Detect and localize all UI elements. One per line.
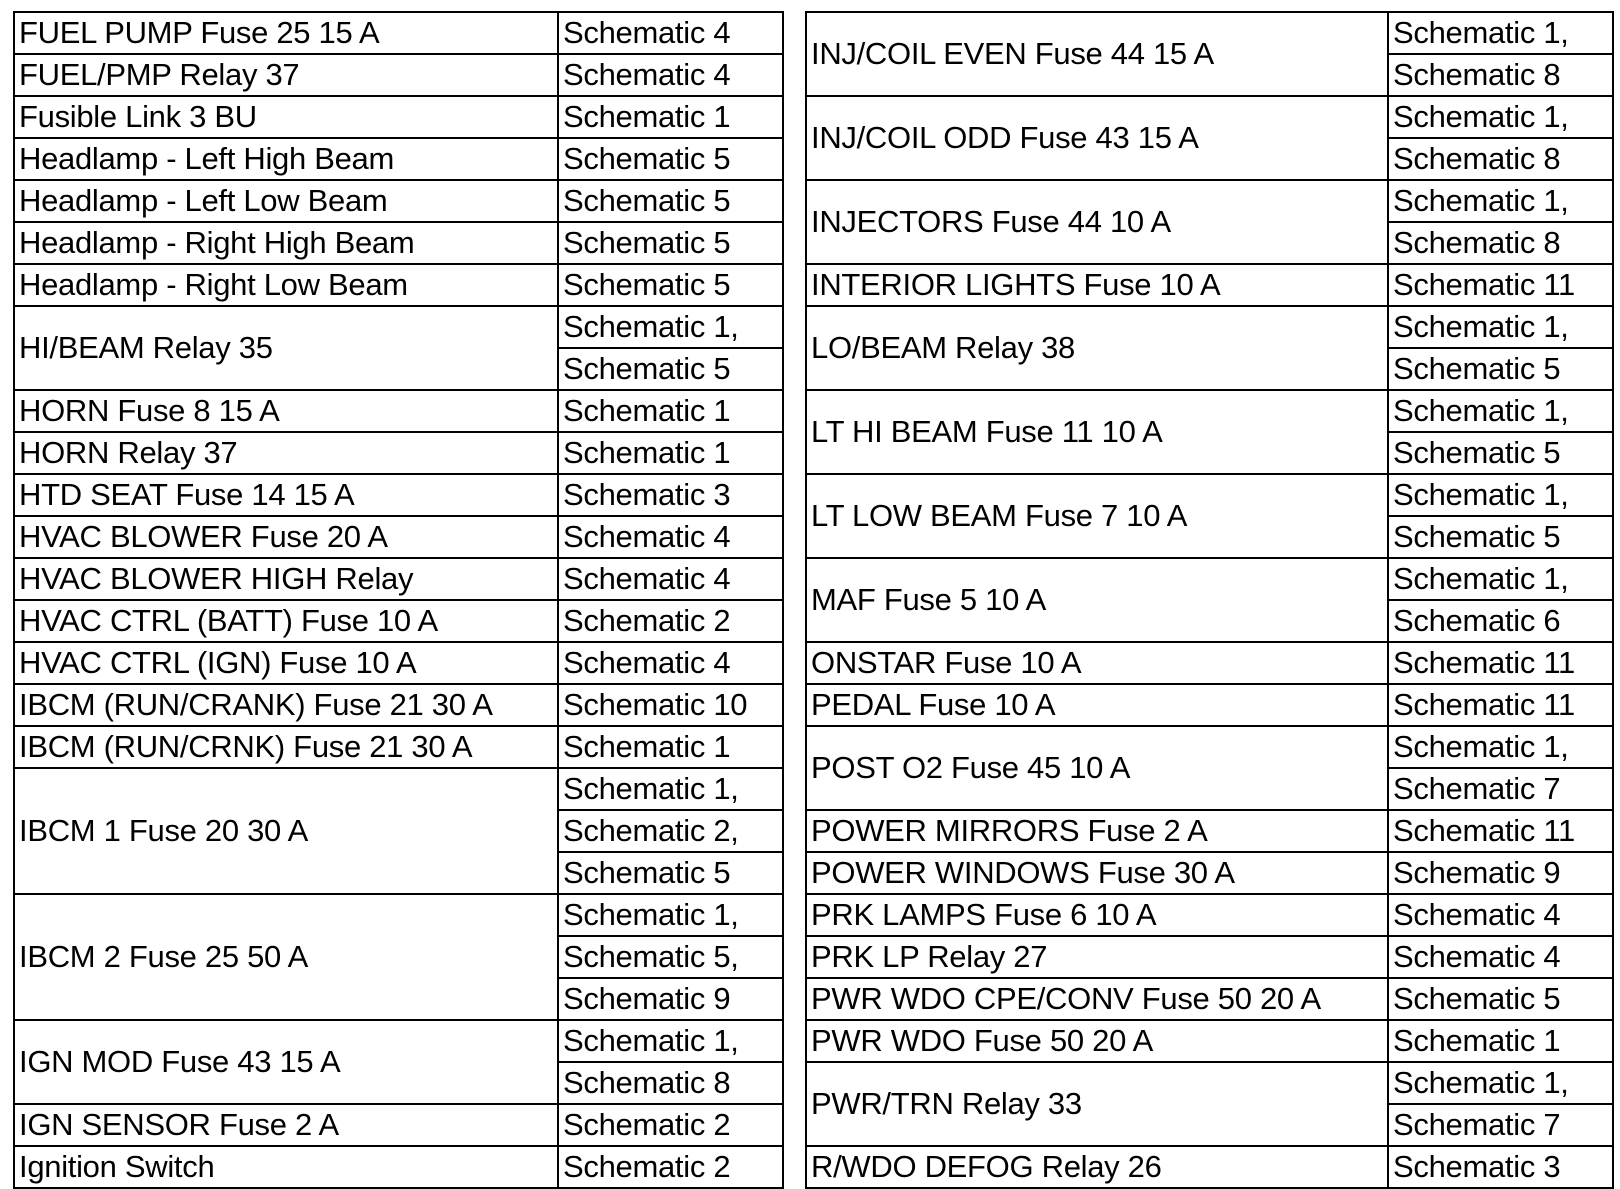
component-name: IBCM (RUN/CRANK) Fuse 21 30 A bbox=[14, 684, 558, 726]
component-name: POWER MIRRORS Fuse 2 A bbox=[806, 810, 1388, 852]
table-row bbox=[14, 432, 783, 474]
schematic-ref[interactable]: Schematic 5 bbox=[1388, 348, 1613, 390]
schematic-ref[interactable]: Schematic 4 bbox=[558, 642, 783, 684]
component-name: FUEL PUMP Fuse 25 15 A bbox=[14, 12, 558, 54]
table-row bbox=[806, 390, 1613, 432]
schematic-ref[interactable]: Schematic 5 bbox=[558, 852, 783, 894]
schematic-ref[interactable]: Schematic 1, bbox=[1388, 96, 1613, 138]
component-name: Fusible Link 3 BU bbox=[14, 96, 558, 138]
table-row bbox=[14, 264, 783, 306]
component-name: Headlamp - Right Low Beam bbox=[14, 264, 558, 306]
component-name: HORN Fuse 8 15 A bbox=[14, 390, 558, 432]
table-row bbox=[14, 894, 783, 936]
table-row bbox=[14, 54, 783, 96]
component-name: Headlamp - Left Low Beam bbox=[14, 180, 558, 222]
table-row bbox=[14, 138, 783, 180]
schematic-index-table-left bbox=[13, 11, 784, 1189]
table-row bbox=[806, 96, 1613, 138]
component-name: LO/BEAM Relay 38 bbox=[806, 306, 1388, 390]
table-row bbox=[14, 96, 783, 138]
schematic-ref[interactable]: Schematic 4 bbox=[558, 12, 783, 54]
schematic-ref[interactable]: Schematic 1, bbox=[558, 894, 783, 936]
schematic-ref[interactable]: Schematic 1 bbox=[558, 432, 783, 474]
component-name: IBCM 1 Fuse 20 30 A bbox=[14, 768, 558, 894]
table-row bbox=[14, 642, 783, 684]
component-name: IBCM 2 Fuse 25 50 A bbox=[14, 894, 558, 1020]
schematic-ref[interactable]: Schematic 4 bbox=[558, 516, 783, 558]
schematic-ref[interactable]: Schematic 3 bbox=[558, 474, 783, 516]
component-name: IGN MOD Fuse 43 15 A bbox=[14, 1020, 558, 1104]
schematic-ref[interactable]: Schematic 1, bbox=[1388, 726, 1613, 768]
schematic-ref[interactable]: Schematic 8 bbox=[1388, 222, 1613, 264]
schematic-ref[interactable]: Schematic 8 bbox=[1388, 54, 1613, 96]
schematic-ref[interactable]: Schematic 2 bbox=[558, 1146, 783, 1188]
table-row bbox=[806, 726, 1613, 768]
component-name: PWR WDO CPE/CONV Fuse 50 20 A bbox=[806, 978, 1388, 1020]
table-row bbox=[806, 12, 1613, 54]
schematic-ref[interactable]: Schematic 11 bbox=[1388, 264, 1613, 306]
schematic-ref[interactable]: Schematic 5 bbox=[558, 180, 783, 222]
table-row bbox=[14, 600, 783, 642]
component-name: INTERIOR LIGHTS Fuse 10 A bbox=[806, 264, 1388, 306]
table-row bbox=[14, 390, 783, 432]
table-row bbox=[806, 306, 1613, 348]
schematic-ref[interactable]: Schematic 5 bbox=[558, 264, 783, 306]
component-name: LT LOW BEAM Fuse 7 10 A bbox=[806, 474, 1388, 558]
schematic-ref[interactable]: Schematic 8 bbox=[1388, 138, 1613, 180]
component-name: INJ/COIL ODD Fuse 43 15 A bbox=[806, 96, 1388, 180]
schematic-ref[interactable]: Schematic 1, bbox=[1388, 474, 1613, 516]
table-row bbox=[14, 1104, 783, 1146]
schematic-ref[interactable]: Schematic 1, bbox=[1388, 180, 1613, 222]
table-row bbox=[14, 306, 783, 348]
schematic-ref[interactable]: Schematic 9 bbox=[1388, 852, 1613, 894]
table-row bbox=[806, 894, 1613, 936]
schematic-ref[interactable]: Schematic 5 bbox=[1388, 432, 1613, 474]
component-name: ONSTAR Fuse 10 A bbox=[806, 642, 1388, 684]
table-row bbox=[806, 978, 1613, 1020]
schematic-ref[interactable]: Schematic 1, bbox=[558, 768, 783, 810]
component-name: Headlamp - Right High Beam bbox=[14, 222, 558, 264]
table-row bbox=[14, 516, 783, 558]
schematic-ref[interactable]: Schematic 7 bbox=[1388, 1104, 1613, 1146]
component-name: Ignition Switch bbox=[14, 1146, 558, 1188]
component-name: LT HI BEAM Fuse 11 10 A bbox=[806, 390, 1388, 474]
table-row bbox=[806, 474, 1613, 516]
component-name: PEDAL Fuse 10 A bbox=[806, 684, 1388, 726]
component-name: R/WDO DEFOG Relay 26 bbox=[806, 1146, 1388, 1188]
component-name: PRK LP Relay 27 bbox=[806, 936, 1388, 978]
component-name: FUEL/PMP Relay 37 bbox=[14, 54, 558, 96]
table-row bbox=[806, 264, 1613, 306]
table-row bbox=[14, 684, 783, 726]
component-name: MAF Fuse 5 10 A bbox=[806, 558, 1388, 642]
schematic-ref[interactable]: Schematic 1 bbox=[558, 726, 783, 768]
schematic-ref[interactable]: Schematic 5 bbox=[558, 348, 783, 390]
schematic-ref[interactable]: Schematic 5 bbox=[1388, 978, 1613, 1020]
component-name: INJECTORS Fuse 44 10 A bbox=[806, 180, 1388, 264]
table-row bbox=[806, 558, 1613, 600]
table-row bbox=[14, 558, 783, 600]
component-name: PRK LAMPS Fuse 6 10 A bbox=[806, 894, 1388, 936]
schematic-ref[interactable]: Schematic 5 bbox=[558, 222, 783, 264]
component-name: HORN Relay 37 bbox=[14, 432, 558, 474]
schematic-ref[interactable]: Schematic 1, bbox=[558, 306, 783, 348]
table-row bbox=[14, 474, 783, 516]
table-row bbox=[14, 1146, 783, 1188]
schematic-ref[interactable]: Schematic 11 bbox=[1388, 810, 1613, 852]
schematic-ref[interactable]: Schematic 2, bbox=[558, 810, 783, 852]
schematic-ref[interactable]: Schematic 1 bbox=[558, 96, 783, 138]
table-row bbox=[806, 1062, 1613, 1104]
schematic-ref[interactable]: Schematic 2 bbox=[558, 1104, 783, 1146]
schematic-ref[interactable]: Schematic 7 bbox=[1388, 768, 1613, 810]
schematic-ref[interactable]: Schematic 4 bbox=[558, 54, 783, 96]
schematic-ref[interactable]: Schematic 1, bbox=[1388, 12, 1613, 54]
component-name: INJ/COIL EVEN Fuse 44 15 A bbox=[806, 12, 1388, 96]
component-name: POST O2 Fuse 45 10 A bbox=[806, 726, 1388, 810]
table-row bbox=[14, 12, 783, 54]
table-row bbox=[14, 768, 783, 810]
schematic-ref[interactable]: Schematic 5 bbox=[558, 138, 783, 180]
schematic-ref[interactable]: Schematic 5, bbox=[558, 936, 783, 978]
schematic-ref[interactable]: Schematic 1, bbox=[1388, 558, 1613, 600]
schematic-ref[interactable]: Schematic 1, bbox=[1388, 1062, 1613, 1104]
component-name: HVAC BLOWER Fuse 20 A bbox=[14, 516, 558, 558]
table-row bbox=[806, 852, 1613, 894]
schematic-ref[interactable]: Schematic 10 bbox=[558, 684, 783, 726]
component-name: IBCM (RUN/CRNK) Fuse 21 30 A bbox=[14, 726, 558, 768]
schematic-ref[interactable]: Schematic 6 bbox=[1388, 600, 1613, 642]
schematic-ref[interactable]: Schematic 4 bbox=[558, 558, 783, 600]
table-row bbox=[806, 684, 1613, 726]
table-row bbox=[806, 810, 1613, 852]
schematic-ref[interactable]: Schematic 1, bbox=[558, 1020, 783, 1062]
table-row bbox=[14, 1020, 783, 1062]
table-row bbox=[14, 222, 783, 264]
component-name: POWER WINDOWS Fuse 30 A bbox=[806, 852, 1388, 894]
component-name: HTD SEAT Fuse 14 15 A bbox=[14, 474, 558, 516]
component-name: HVAC CTRL (BATT) Fuse 10 A bbox=[14, 600, 558, 642]
table-row bbox=[14, 726, 783, 768]
schematic-ref[interactable]: Schematic 8 bbox=[558, 1062, 783, 1104]
schematic-ref[interactable]: Schematic 9 bbox=[558, 978, 783, 1020]
table-row bbox=[806, 1146, 1613, 1188]
schematic-ref[interactable]: Schematic 3 bbox=[1388, 1146, 1613, 1188]
schematic-ref[interactable]: Schematic 1 bbox=[558, 390, 783, 432]
component-name: PWR/TRN Relay 33 bbox=[806, 1062, 1388, 1146]
table-row bbox=[14, 180, 783, 222]
schematic-ref[interactable]: Schematic 4 bbox=[1388, 936, 1613, 978]
schematic-ref[interactable]: Schematic 1 bbox=[1388, 1020, 1613, 1062]
component-name: IGN SENSOR Fuse 2 A bbox=[14, 1104, 558, 1146]
component-name: HI/BEAM Relay 35 bbox=[14, 306, 558, 390]
table-row bbox=[806, 1020, 1613, 1062]
schematic-ref[interactable]: Schematic 2 bbox=[558, 600, 783, 642]
schematic-index-table-right bbox=[805, 11, 1614, 1189]
schematic-ref[interactable]: Schematic 1, bbox=[1388, 390, 1613, 432]
schematic-ref[interactable]: Schematic 11 bbox=[1388, 684, 1613, 726]
component-name: HVAC BLOWER HIGH Relay bbox=[14, 558, 558, 600]
schematic-ref[interactable]: Schematic 4 bbox=[1388, 894, 1613, 936]
table-row bbox=[806, 936, 1613, 978]
table-row bbox=[806, 642, 1613, 684]
component-name: Headlamp - Left High Beam bbox=[14, 138, 558, 180]
table-row bbox=[806, 180, 1613, 222]
schematic-ref[interactable]: Schematic 1, bbox=[1388, 306, 1613, 348]
schematic-ref[interactable]: Schematic 5 bbox=[1388, 516, 1613, 558]
component-name: HVAC CTRL (IGN) Fuse 10 A bbox=[14, 642, 558, 684]
component-name: PWR WDO Fuse 50 20 A bbox=[806, 1020, 1388, 1062]
schematic-ref[interactable]: Schematic 11 bbox=[1388, 642, 1613, 684]
